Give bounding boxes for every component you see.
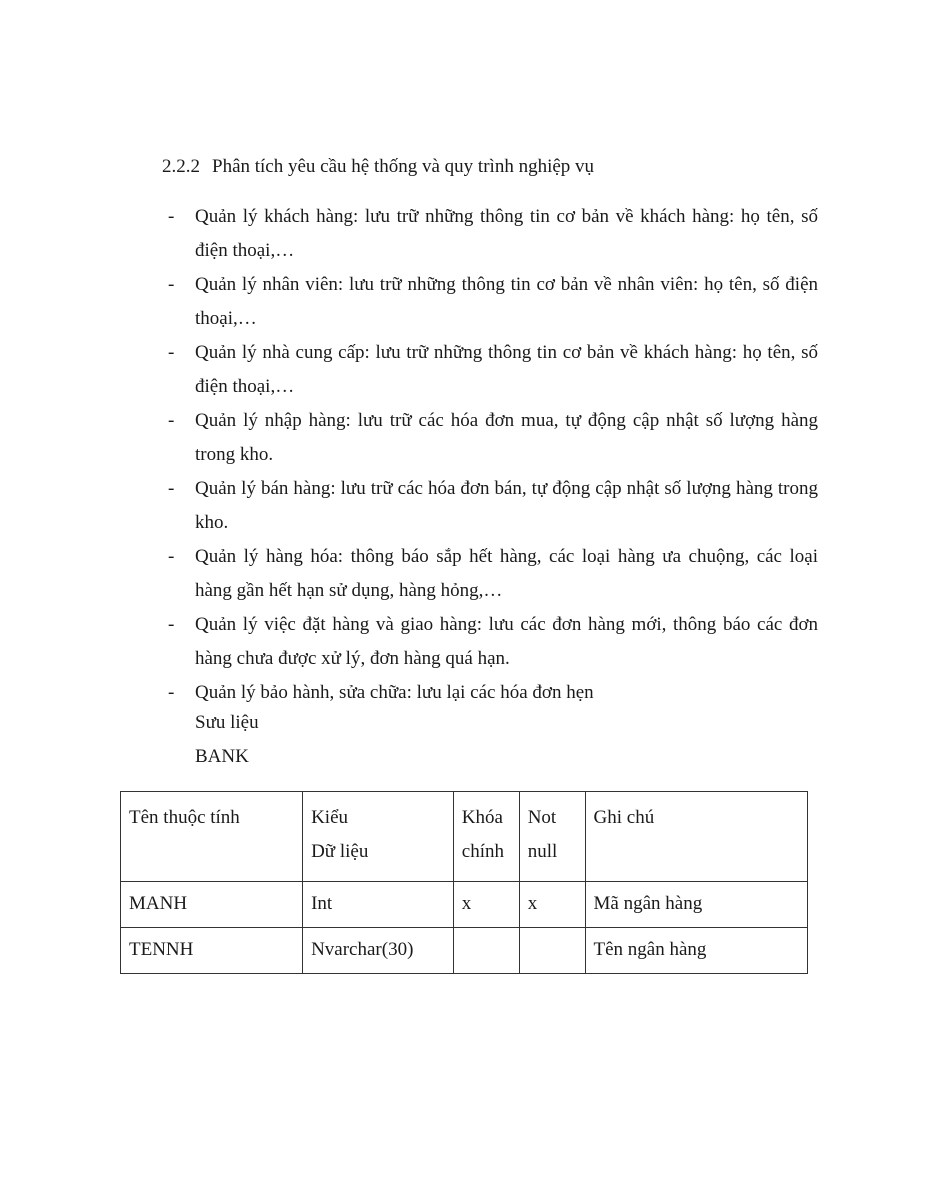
dash-marker: -	[168, 206, 175, 227]
table-cell	[519, 928, 585, 974]
section-title: Phân tích yêu cầu hệ thống và quy trình nghiệp vụ	[212, 156, 595, 177]
dash-marker: -	[168, 478, 175, 499]
list-item	[168, 608, 818, 676]
dash-marker: -	[168, 614, 175, 635]
header-text: Khóa	[461, 807, 503, 828]
header-text: Not	[527, 807, 557, 828]
header-cell	[453, 792, 519, 882]
list-item	[168, 540, 818, 608]
list-item	[168, 404, 818, 472]
list-item	[168, 336, 818, 404]
list-item-text: Quản lý nhân viên: lưu trữ những thông tin cơ bản về nhân viên: họ tên, số điện thoại,…	[195, 274, 818, 329]
header-text: chính	[461, 841, 504, 862]
table-header-row	[121, 792, 808, 882]
table-cell	[453, 928, 519, 974]
list-item	[168, 268, 818, 336]
header-text: null	[527, 841, 558, 862]
list-item-text: Quản lý việc đặt hàng và giao hàng: lưu các đơn hàng mới, thông báo các đơn hàng chưa được xử lý, đơn hàng quá hạn.	[195, 614, 818, 669]
table-row	[121, 928, 808, 974]
header-text: Ghi chú	[593, 807, 655, 828]
header-text: Dữ liệu	[311, 841, 369, 862]
list-item-text: Quản lý bán hàng: lưu trữ các hóa đơn bán, tự động cập nhật số lượng hàng trong kho.	[195, 478, 818, 533]
bank-attribute-table	[120, 791, 808, 974]
dash-marker: -	[168, 682, 175, 703]
table-cell: MANH	[121, 882, 303, 928]
list-item-text: Quản lý hàng hóa: thông báo sắp hết hàng, các loại hàng ưa chuộng, các loại hàng gần hết hạn sử dụng, hàng hỏng,…	[195, 546, 818, 601]
documentation-label: Sưu liệu	[195, 712, 259, 733]
list-item-text: Quản lý nhà cung cấp: lưu trữ những thông tin cơ bản về khách hàng: họ tên, số điện thoại,…	[195, 342, 818, 397]
table-cell: Mã ngân hàng	[585, 882, 807, 928]
dash-marker: -	[168, 274, 175, 295]
list-item-text: Quản lý nhập hàng: lưu trữ các hóa đơn mua, tự động cập nhật số lượng hàng trong kho.	[195, 410, 818, 465]
table-cell: Nvarchar(30)	[303, 928, 454, 974]
header-text: Kiểu	[311, 807, 348, 828]
list-item-text: Quản lý khách hàng: lưu trữ những thông tin cơ bản về khách hàng: họ tên, số điện thoại,…	[195, 206, 818, 261]
dash-marker: -	[168, 546, 175, 567]
table-cell: x	[519, 882, 585, 928]
table-row	[121, 882, 808, 928]
table-cell: x	[453, 882, 519, 928]
requirements-list	[168, 200, 818, 710]
dash-marker: -	[168, 410, 175, 431]
header-cell	[303, 792, 454, 882]
section-heading	[162, 155, 594, 179]
header-cell	[519, 792, 585, 882]
list-item	[168, 200, 818, 268]
table-cell: Int	[303, 882, 454, 928]
header-text: Tên thuộc tính	[129, 807, 240, 828]
header-cell	[121, 792, 303, 882]
list-item	[168, 472, 818, 540]
table-name: BANK	[195, 746, 249, 767]
list-item-text: Quản lý bảo hành, sửa chữa: lưu lại các hóa đơn hẹn	[195, 682, 594, 703]
table-cell: TENNH	[121, 928, 303, 974]
table-cell: Tên ngân hàng	[585, 928, 807, 974]
list-item	[168, 676, 818, 710]
dash-marker: -	[168, 342, 175, 363]
header-cell	[585, 792, 807, 882]
section-number: 2.2.2	[162, 156, 200, 177]
